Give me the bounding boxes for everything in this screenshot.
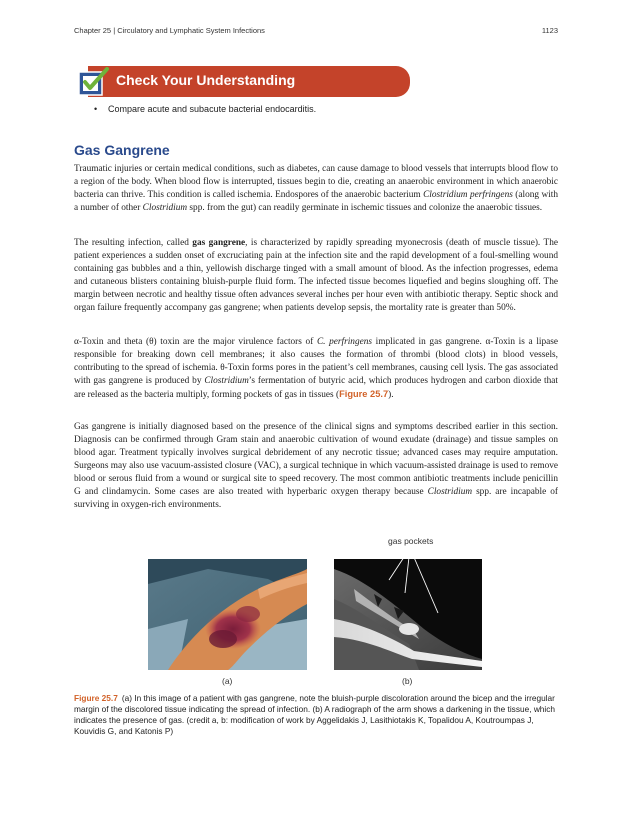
p4-text-a: Gas gangrene is initially diagnosed based on the presence of the clinical signs and symptoms described earlier in this section. Diagnosis can be confirmed through Gram stain and anaerobic cultivation of wound exudate (drainage) and tissue samples on blood agar. Treatment typically involves surgical debridement of any necrotic tissue; advanced cases may require amputation. Surgeons may also use vacuum-assisted closure (VAC), a surgical technique in which vacuum-assisted drainage is used to remove blood or serous fluid from a wound or surgical site to speed recovery. The most common antibiotic treatments include penicillin G and clindamycin. Some cases are also treated with hyperbaric oxygen therapy because xyxy=(74,422,558,497)
figure-label-a: (a) xyxy=(222,676,233,686)
p1-text-a: Traumatic injuries or certain medical conditions, such as diabetes, can cause damage to blood vessels that interrupts blood flow to a region of the body. When blood flow is interrupted, tissues begin to die, creating an anaerobic environment in which anaerobic bacteria can thrive. This condition is called ischemia. Endospores of the anaerobic bacterium xyxy=(74,164,558,200)
cyu-item-text: Compare acute and subacute bacterial endocarditis. xyxy=(108,104,317,114)
p1-italic-genus: Clostridium xyxy=(142,203,188,213)
figure-caption xyxy=(74,693,558,737)
cyu-bullet-item xyxy=(94,104,316,114)
p3-text-c: ’s fermentation of butyric acid, which produces hydrogen and carbon dioxide that are released as the bacteria multiply, forming pockets of gas in tissues ( xyxy=(74,376,558,400)
p3-italic-species: C. perfringens xyxy=(316,337,372,347)
chapter-title: Chapter 25 | Circulatory and Lymphatic System Infections xyxy=(74,26,265,35)
p1-italic-species: Clostridium perfringens xyxy=(423,190,513,200)
check-understanding-banner xyxy=(78,66,410,97)
p2-text-a: The resulting infection, called xyxy=(74,238,193,248)
patient-arm-photo xyxy=(148,559,307,670)
p4-italic-genus: Clostridium xyxy=(427,487,473,497)
figure-label-b: (b) xyxy=(402,676,413,686)
caption-text: (a) In this image of a patient with gas gangrene, note the bluish-purple discoloration around the bicep and the irregular margin of the discolored tissue indicating the spread of infection. (b) A radiograph of the arm shows a darkening in the tissue, which indicates the presence of gas. (credit a, b: modification of work by Aggelidakis J, Lasithiotakis K, Topalidou A, Koutroumpas J, Kouvidis G, and Katonis P) xyxy=(74,693,556,736)
page-number: 1123 xyxy=(541,26,558,35)
paragraph-1 xyxy=(74,163,558,215)
figure-number: Figure 25.7 xyxy=(74,693,118,703)
p3-text-d: ). xyxy=(388,390,394,400)
p3-italic-genus: Clostridium xyxy=(204,376,249,386)
banner-title: Check Your Understanding xyxy=(116,72,296,88)
section-title: Gas Gangrene xyxy=(74,142,170,158)
paragraph-4 xyxy=(74,421,558,512)
bullet-icon: • xyxy=(94,104,98,114)
gas-pockets-pointer-lines xyxy=(380,545,450,615)
p3-text-a: α-Toxin and theta (θ) toxin are the major virulence factors of xyxy=(74,337,317,347)
p1-text-b: (along with a number of other xyxy=(74,190,559,213)
figure-link[interactable]: Figure 25.7 xyxy=(339,389,389,399)
paragraph-2 xyxy=(74,237,558,315)
p2-bold-term: gas gangrene xyxy=(192,238,246,248)
checkbox-icon xyxy=(78,67,109,96)
p2-text-b: , is characterized by rapidly spreading myonecrosis (death of muscle tissue). The patient experiences a sudden onset of excruciating pain at the infection site and the rapid development of a foul-smelling wound containing gas bubbles and a thin, yellowish discharge tinged with a small amount of blood. As the infection progresses, edema and cutaneous blisters containing bluish-purple fluid form. The infected tissue becomes liquefied and begins sloughing off. The margin between necrotic and healthy tissue often advances several inches per hour even with antibiotic therapy. Septic shock and organ failure frequently accompany gas gangrene; when patients develop sepsis, the mortality rate is greater than 50%. xyxy=(74,238,558,313)
running-header xyxy=(74,26,558,38)
gas-pockets-label: gas pockets xyxy=(388,536,434,546)
p3-text-b: implicated in gas gangrene. α-Toxin is a lipase responsible for breaking down cell membranes; it also causes the formation of thrombi (blood clots) in blood vessels, contributing to the spread of ischemia. θ-Toxin forms pores in the patient’s cell membranes, causing cell lysis. The gas associated with gas gangrene is produced by xyxy=(74,337,559,386)
p4-text-b: spp. are incapable of surviving in oxygen-rich environments. xyxy=(74,487,558,510)
paragraph-3 xyxy=(74,336,558,402)
p1-text-c: spp. from the gut) can readily germinate in ischemic tissues and colonize the anaerobic tissues. xyxy=(187,203,543,213)
